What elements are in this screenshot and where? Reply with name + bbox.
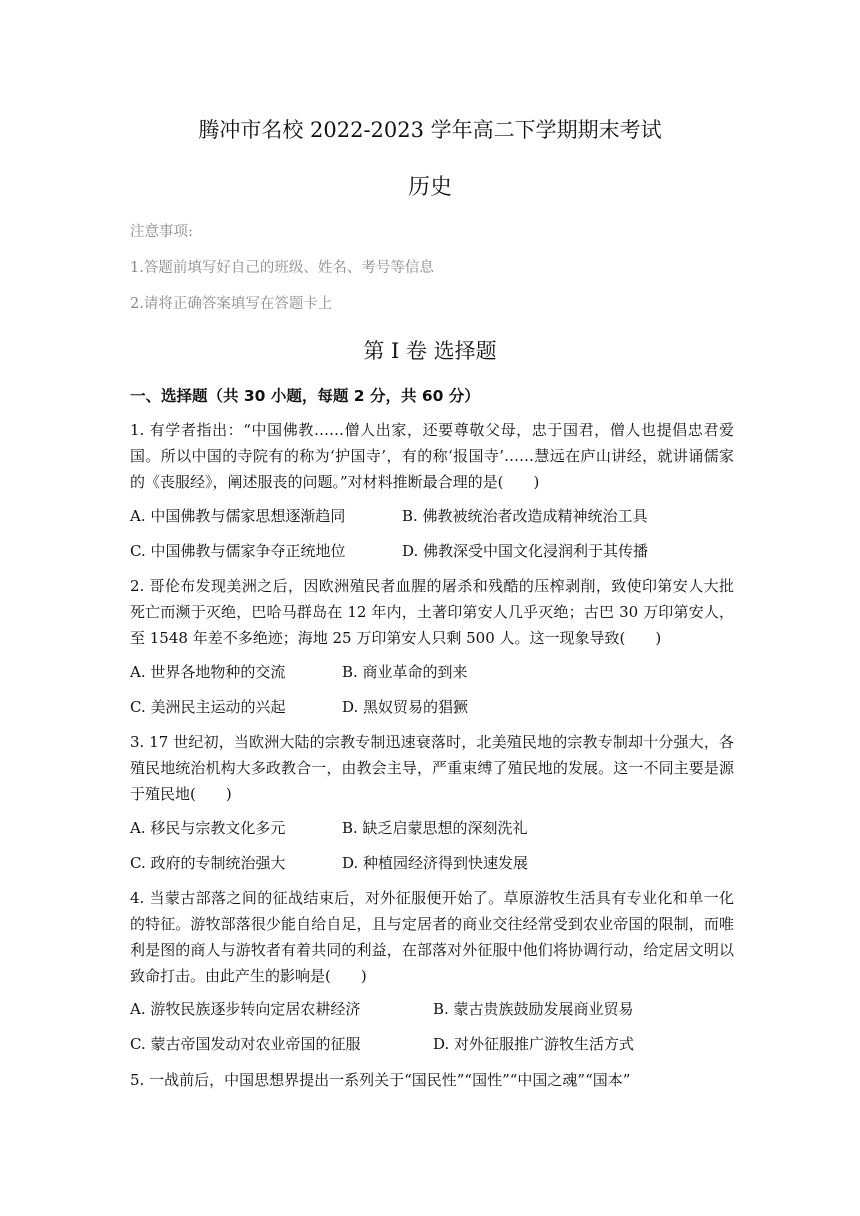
question-1-option-c: C. 中国佛教与儒家争夺正统地位 xyxy=(130,542,346,560)
question-2-option-d: D. 黑奴贸易的猖獗 xyxy=(342,698,469,716)
question-2-option-a: A. 世界各地物种的交流 xyxy=(130,663,286,681)
part-heading: 一、选择题（共 30 小题，每题 2 分，共 60 分） xyxy=(130,387,480,405)
question-4-stem: 4. 当蒙古部落之间的征战结束后，对外征服便开始了。草原游牧生活具有专业化和单一化的特征。游牧部落很少能自给自足，且与定居者的商业交往经常受到农业帝国的限制，而唯利是图的商人与游牧者有着共同的利益，在部落对外征服中他们将协调行动，给定居文明以致命打击。由此产生的影响是( ) xyxy=(130,889,734,985)
question-5-stem: 5. 一战前后，中国思想界提出一系列关于“国民性”“国性”“中国之魂”“国本” xyxy=(130,1071,631,1089)
notice-item-1: 1.答题前填写好自己的班级、姓名、考号等信息 xyxy=(130,260,434,276)
notice-heading: 注意事项: xyxy=(130,224,193,240)
question-1-option-b: B. 佛教被统治者改造成精神统治工具 xyxy=(402,507,648,525)
question-3-stem: 3. 17 世纪初，当欧洲大陆的宗教专制迅速衰落时，北美殖民地的宗教专制却十分强大，各殖民地统治机构大多政教合一，由教会主导，严重束缚了殖民地的发展。这一不同主要是源于殖民地( ) xyxy=(130,733,734,803)
exam-title: 腾冲市名校 2022-2023 学年高二下学期期末考试 xyxy=(198,118,662,142)
question-3-option-b: B. 缺乏启蒙思想的深刻洗礼 xyxy=(342,819,528,837)
question-3-option-a: A. 移民与宗教文化多元 xyxy=(130,819,286,837)
question-1-stem: 1. 有学者指出：“中国佛教……僧人出家，还要尊敬父母，忠于国君，僧人也提倡忠君爱国。所以中国的寺院有的称为‘护国寺’，有的称‘报国寺’……慧远在庐山讲经，就讲诵儒家的《丧服经》，阐述服丧的问题。”对材料推断最合理的是( ) xyxy=(130,421,734,491)
question-2-option-b: B. 商业革命的到来 xyxy=(342,663,468,681)
notice-item-2: 2.请将正确答案填写在答题卡上 xyxy=(130,296,333,312)
question-2-option-c: C. 美洲民主运动的兴起 xyxy=(130,698,286,716)
question-3-option-d: D. 种植园经济得到快速发展 xyxy=(342,854,529,872)
subject-title: 历史 xyxy=(407,175,452,200)
question-1-option-a: A. 中国佛教与儒家思想逐渐趋同 xyxy=(130,507,346,525)
question-4-option-d: D. 对外征服推广游牧生活方式 xyxy=(433,1035,635,1053)
question-1-option-d: D. 佛教深受中国文化浸润利于其传播 xyxy=(402,542,649,560)
question-2-stem: 2. 哥伦布发现美洲之后，因欧洲殖民者血腥的屠杀和残酷的压榨剥削，致使印第安人大批死亡而濒于灭绝，巴哈马群岛在 12 年内，土著印第安人几乎灭绝；古巴 30 万印第安人，至 1548 年差不多绝迹；海地 25 万印第安人只剩 500 人。这一现象导致( ) xyxy=(130,577,734,647)
question-4-option-a: A. 游牧民族逐步转向定居农耕经济 xyxy=(130,1000,361,1018)
question-3-option-c: C. 政府的专制统治强大 xyxy=(130,854,286,872)
question-4-option-c: C. 蒙古帝国发动对农业帝国的征服 xyxy=(130,1035,361,1053)
section-title: 第 I 卷 选择题 xyxy=(363,339,497,363)
question-4-option-b: B. 蒙古贵族鼓励发展商业贸易 xyxy=(433,1000,634,1018)
